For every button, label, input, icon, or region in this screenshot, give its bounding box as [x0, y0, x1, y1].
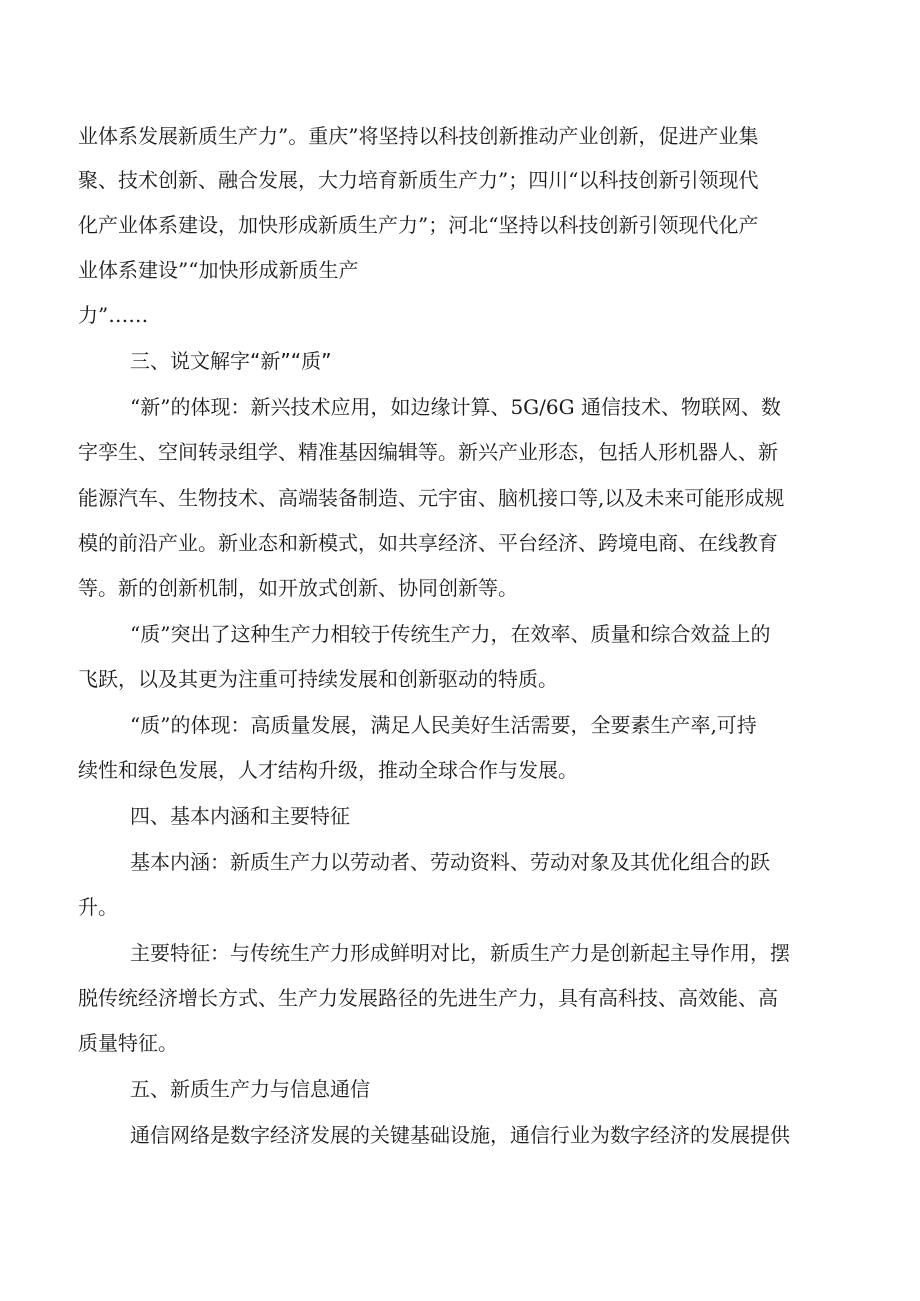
body-line: 质量特征。 — [78, 1031, 178, 1055]
body-line: 化产业体系建设，加快形成新质生产力”；河北“坚持以科技创新引领现代化产 — [78, 213, 759, 237]
section-heading-5: 五、新质生产力与信息通信 — [130, 1077, 370, 1101]
body-line: “质”突出了这种生产力相较于传统生产力，在效率、质量和综合效益上的 — [130, 622, 771, 646]
body-line: 字孪生、空间转录组学、精准基因编辑等。新兴产业形态，包括人形机器人、新 — [78, 440, 778, 464]
body-line: “质”的体现：高质量发展，满足人民美好生活需要，全要素生产率,可持 — [130, 713, 757, 737]
body-line: 主要特征：与传统生产力形成鲜明对比，新质生产力是创新起主导作用，摆 — [130, 941, 790, 965]
body-line: 能源汽车、生物技术、高端装备制造、元宇宙、脑机接口等,以及未来可能形成规 — [78, 486, 785, 510]
section-heading-3: 三、说文解字“新”“质” — [130, 349, 332, 373]
body-line: 基本内涵：新质生产力以劳动者、劳动资料、劳动对象及其优化组合的跃 — [130, 850, 770, 874]
body-line: 脱传统经济增长方式、生产力发展路径的先进生产力，具有高科技、高效能、高 — [78, 986, 778, 1010]
body-line: “新”的体现：新兴技术应用，如边缘计算、5G/6G 通信技术、物联网、数 — [130, 395, 781, 419]
section-heading-4: 四、基本内涵和主要特征 — [130, 804, 350, 828]
body-line: 业体系建设”“加快形成新质生产 — [78, 258, 359, 282]
body-line: 飞跃，以及其更为注重可持续发展和创新驱动的特质。 — [78, 667, 558, 691]
body-line: 业体系发展新质生产力”。重庆”将坚持以科技创新推动产业创新，促进产业集 — [78, 124, 759, 148]
body-line: 模的前沿产业。新业态和新模式，如共享经济、平台经济、跨境电商、在线教育 — [78, 531, 778, 555]
body-line: 等。新的创新机制，如开放式创新、协同创新等。 — [78, 576, 518, 600]
body-line: 力”…… — [78, 303, 149, 327]
body-line: 通信网络是数字经济发展的关键基础设施，通信行业为数字经济的发展提供 — [130, 1123, 790, 1147]
body-line: 升。 — [78, 895, 118, 919]
body-line: 聚、技术创新、融合发展，大力培育新质生产力”；四川“以科技创新引领现代 — [78, 168, 759, 192]
body-line: 续性和绿色发展，人才结构升级，推动全球合作与发展。 — [78, 758, 578, 782]
